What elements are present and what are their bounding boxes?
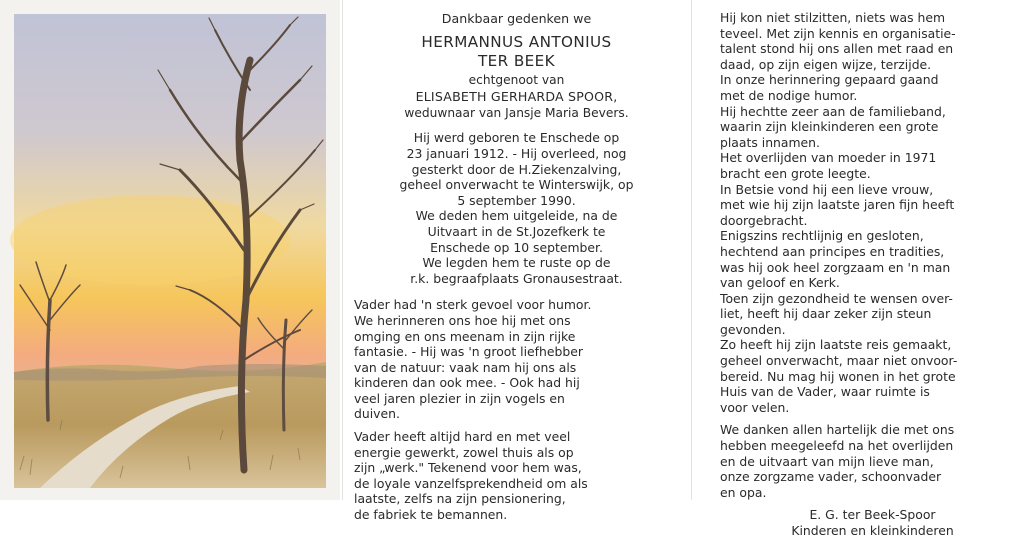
text-line: Hij hechtte zeer aan de familieband, <box>720 103 946 119</box>
text-line: Enschede op 10 september. <box>430 239 603 255</box>
text-line: onze zorgzame vader, schoonvader <box>720 469 942 485</box>
watercolor-landscape-illustration <box>0 0 340 500</box>
text-line: laatste, zelfs na zijn pensionering, <box>354 491 566 507</box>
text-line: Toen zijn gezondheid te wensen over- <box>720 290 953 306</box>
text-line: geheel onverwacht, maar niet onvoor- <box>720 353 958 369</box>
text-line: Hij werd geboren te Enschede op <box>413 130 620 146</box>
middle-paragraphs <box>344 297 689 522</box>
text-line: gesterkt door de H.Ziekenzalving, <box>411 161 622 177</box>
text-line: bracht een grote leegte. <box>720 165 871 181</box>
text-line: voor velen. <box>720 399 790 415</box>
text-line: We danken allen hartelijk die met ons <box>720 422 955 438</box>
text-column-right <box>694 0 1015 538</box>
paragraph-character <box>720 10 1015 415</box>
signature-block <box>720 507 1015 538</box>
text-line: veel jaren plezier in zijn vogels en <box>354 390 565 406</box>
text-line: met de nodige humor. <box>720 87 858 103</box>
text-line: 23 januari 1912. - Hij overleed, nog <box>406 145 627 161</box>
signature-family: Kinderen en kleinkinderen <box>791 523 954 538</box>
text-line: Enigszins rechtlijnig en gesloten, <box>720 228 924 244</box>
text-line: r.k. begraafplaats Gronausestraat. <box>410 270 623 286</box>
text-line: Vader heeft altijd hard en met veel <box>354 429 571 445</box>
text-line: Zo heeft hij zijn laatste reis gemaakt, <box>720 337 952 353</box>
text-line: talent stond hij ons allen met raad en <box>720 41 954 57</box>
text-line: liet, heeft hij daar zeker zijn steun <box>720 306 932 322</box>
text-line: We deden hem uitgeleide, na de <box>415 208 618 224</box>
text-line: gevonden. <box>720 321 786 337</box>
text-line: bereid. Nu mag hij wonen in het grote <box>720 368 956 384</box>
text-line: van geloof en Kerk. <box>720 275 840 291</box>
paragraph-humor <box>354 297 689 422</box>
spouse-name: ELISABETH GERHARDA SPOOR, <box>415 89 618 105</box>
text-line: duiven. <box>354 406 400 422</box>
text-line: We legden hem te ruste op de <box>422 255 611 271</box>
text-column-middle <box>344 0 689 523</box>
text-line: van de natuur: vaak nam hij ons als <box>354 359 577 375</box>
text-line: geheel onverwacht te Winterswijk, op <box>399 177 634 193</box>
text-line: de fabriek te bemannen. <box>354 507 508 523</box>
text-line: de loyale vanzelfsprekendheid om als <box>354 475 588 491</box>
text-line: hebben meegeleefd na het overlijden <box>720 438 954 454</box>
spouse-intro: echtgenoot van <box>468 72 565 87</box>
text-line: Het overlijden van moeder in 1971 <box>720 150 937 166</box>
text-line: waarin zijn kleinkinderen een grote <box>720 119 939 135</box>
text-line: teveel. Met zijn kennis en organisatie- <box>720 25 956 41</box>
text-line: energie gewerkt, zowel thuis als op <box>354 444 574 460</box>
landscape-drawing <box>0 0 340 500</box>
text-line: met wie hij zijn laatste jaren fijn heeft <box>720 197 955 213</box>
text-line: omging en ons meenam in zijn rijke <box>354 328 576 344</box>
text-line: Vader had 'n sterk gevoel voor humor. <box>354 297 592 313</box>
text-line: zijn „werk." Tekenend voor hem was, <box>354 460 582 476</box>
right-paragraphs <box>694 0 1015 539</box>
panel-divider <box>691 0 692 500</box>
text-line: en de uitvaart van mijn lieve man, <box>720 453 934 469</box>
text-line: daad, op zijn eigen wijze, terzijde. <box>720 56 932 72</box>
text-line: Uitvaart in de St.Jozefkerk te <box>427 223 606 239</box>
text-line: doorgebracht. <box>720 212 808 228</box>
paragraph-thanks <box>720 422 1015 500</box>
birth-death-section <box>344 130 689 286</box>
text-line: In Betsie vond hij een lieve vrouw, <box>720 181 934 197</box>
text-line: 5 september 1990. <box>457 192 576 208</box>
text-line: hechtend aan principes en tradities, <box>720 243 945 259</box>
text-line: Huis van de Vader, waar ruimte is <box>720 384 930 400</box>
text-line: en opa. <box>720 484 767 500</box>
signature-widow: E. G. ter Beek-Spoor <box>809 507 936 523</box>
text-line: plaats innamen. <box>720 134 820 150</box>
text-line: kinderen dan ook mee. - Ook had hij <box>354 375 580 391</box>
text-line: Hij kon niet stilzitten, niets was hem <box>720 10 946 25</box>
memorial-header <box>344 0 689 121</box>
text-line: We herinneren ons hoe hij met ons <box>354 312 571 328</box>
widower-line: weduwnaar van Jansje Maria Bevers. <box>404 105 629 120</box>
text-line: fantasie. - Hij was 'n groot liefhebber <box>354 344 583 360</box>
paragraph-work <box>354 429 689 523</box>
header-intro: Dankbaar gedenken we <box>441 11 592 26</box>
deceased-name-line2: TER BEEK <box>477 51 556 70</box>
panel-divider <box>342 0 343 500</box>
text-line: In onze herinnering gepaard gaand <box>720 72 939 88</box>
deceased-name-line1: HERMANNUS ANTONIUS <box>421 32 612 51</box>
text-line: was hij ook heel zorgzaam en 'n man <box>720 259 951 275</box>
